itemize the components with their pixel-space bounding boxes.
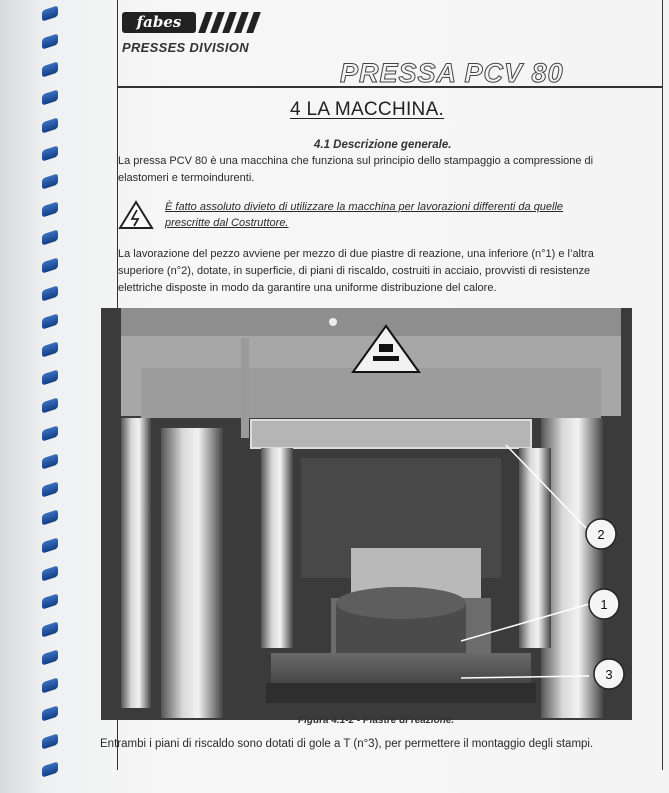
logo-stripes (198, 12, 264, 33)
binding-coil (42, 285, 58, 301)
binding-coil (42, 509, 58, 525)
binding-coil (42, 537, 58, 553)
callout-label-3: 3 (605, 667, 613, 682)
binding-coil (42, 61, 58, 77)
binding-coil (42, 705, 58, 721)
electrical-hazard-icon (118, 200, 154, 230)
chapter-title: 4 LA MACCHINA. (290, 99, 445, 120)
warning-line-2: prescritte dal Costruttore. (165, 217, 289, 229)
binding-coil (42, 117, 58, 133)
intro-line-2: elastomeri e termoindurenti. (118, 172, 255, 184)
section-title: 4.1 Descrizione generale. (314, 139, 452, 151)
callout-label-1: 1 (600, 597, 608, 612)
binding-coil (42, 649, 58, 665)
binding-coil (42, 201, 58, 217)
binding-coil (42, 369, 58, 385)
binding-coil (42, 621, 58, 637)
figure-caption: Figura 4.1-2 - Piastre di reazione. (298, 715, 455, 726)
binding-coil (42, 145, 58, 161)
binding-coil (42, 397, 58, 413)
press-photo (101, 308, 632, 720)
body-line-3: elettriche disposte in modo da garantire una uniforme distribuzione del calore. (118, 282, 497, 294)
division-label: PRESSES DIVISION (122, 40, 249, 55)
binding-coil (42, 33, 58, 49)
binding-coil (42, 565, 58, 581)
binding-coil (42, 257, 58, 273)
binding-coil (42, 89, 58, 105)
upper-plate (251, 420, 531, 448)
binding-coil (42, 341, 58, 357)
binding-coil (42, 313, 58, 329)
footer-paragraph: Entrambi i piani di riscaldo sono dotati di gole a T (n°3), per permettere il montaggio degli stampi. (100, 738, 594, 750)
binding-coil (42, 173, 58, 189)
warning-text (165, 199, 615, 231)
body-line-2: superiore (n°2), dotate, in superficie, di piani di riscaldo, costruiti in acciaio, provvisti di resistenze (118, 265, 591, 277)
binding-coil (42, 761, 58, 777)
binding-coil (42, 453, 58, 469)
binding-coil (42, 5, 58, 21)
binding-coil (42, 229, 58, 245)
binding-coil (42, 593, 58, 609)
binding-coil (42, 733, 58, 749)
callout-label-2: 2 (597, 527, 605, 542)
company-logo: fabes (122, 12, 196, 33)
body-line-1: La lavorazione del pezzo avviene per mezzo di due piastre di reazione, una inferiore (n°1) e l’altra (118, 248, 594, 260)
binding-coil (42, 425, 58, 441)
binding-coil (42, 481, 58, 497)
model-title: PRESSA PCV 80 (340, 58, 564, 88)
intro-line-1: La pressa PCV 80 è una macchina che funziona sul principio dello stampaggio a compressione di (118, 155, 594, 167)
press-illustration (101, 308, 632, 720)
warning-line-1: È fatto assoluto divieto di utilizzare la macchina per lavorazioni differenti da quelle (165, 201, 564, 213)
binding-coil (42, 677, 58, 693)
